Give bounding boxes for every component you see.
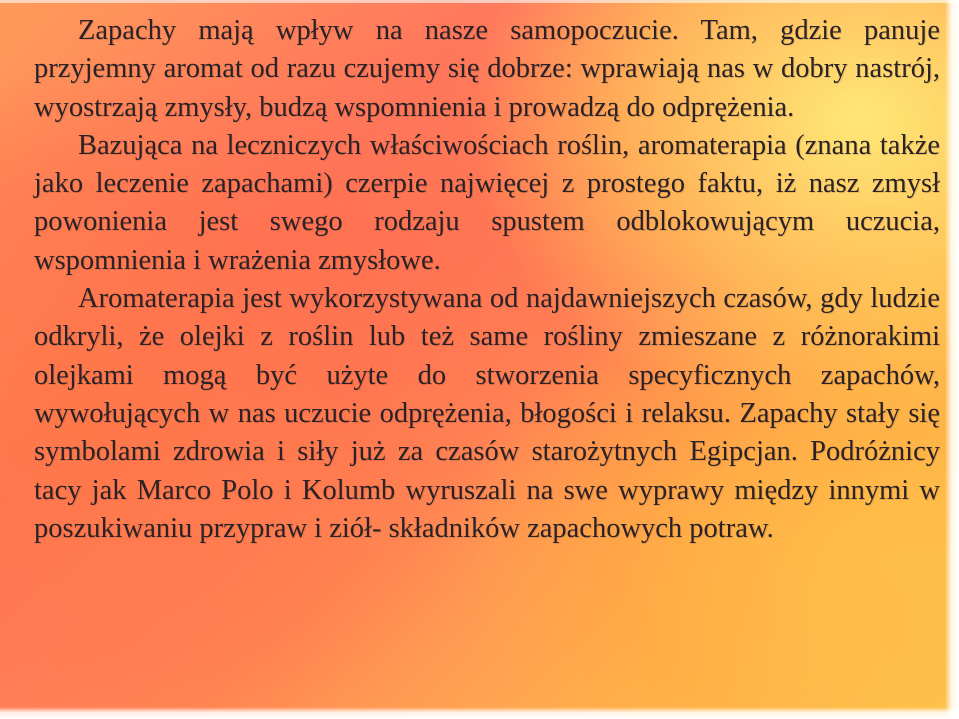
- slide-right-border: [945, 0, 959, 719]
- paragraph-aromatherapy-definition: Bazująca na leczniczych właściwościach roślin, aromaterapia (znana także jako leczenie zapachami) czerpie najwięcej z prostego faktu, iż nasz zmysł powonienia jest swego rodzaju spustem odblokowującym uczucia, wspomnienia i wrażenia zmysłowe.: [34, 129, 940, 276]
- slide-top-edge: [0, 0, 959, 3]
- paragraph-aromatherapy-history: Aromaterapia jest wykorzystywana od najdawniejszych czasów, gdy ludzie odkryli, że olejki z roślin lub też same rośliny zmieszane z różnorakimi olejkami mogą być użyte do stworzenia specyficznych zapachów, wywołujących w nas uczucie odprężenia, błogości i relaksu. Zapachy stały się symbolami zdrowia i siły już za czasów starożytnych Egipcjan. Podróżnicy tacy jak Marco Polo i Kolumb wyruszali na swe wyprawy między innymi w poszukiwaniu przypraw i ziół- składników zapachowych potraw.: [34, 283, 940, 544]
- paragraph-intro: Zapachy mają wpływ na nasze samopoczucie. Tam, gdzie panuje przyjemny aromat od razu czujemy się dobrze: wprawiają nas w dobry nastrój, wyostrzają zmysły, budzą wspomnienia i prowadzą do odprężenia.: [34, 15, 940, 123]
- slide-body-text: [34, 12, 940, 548]
- slide-bottom-border: [0, 707, 959, 719]
